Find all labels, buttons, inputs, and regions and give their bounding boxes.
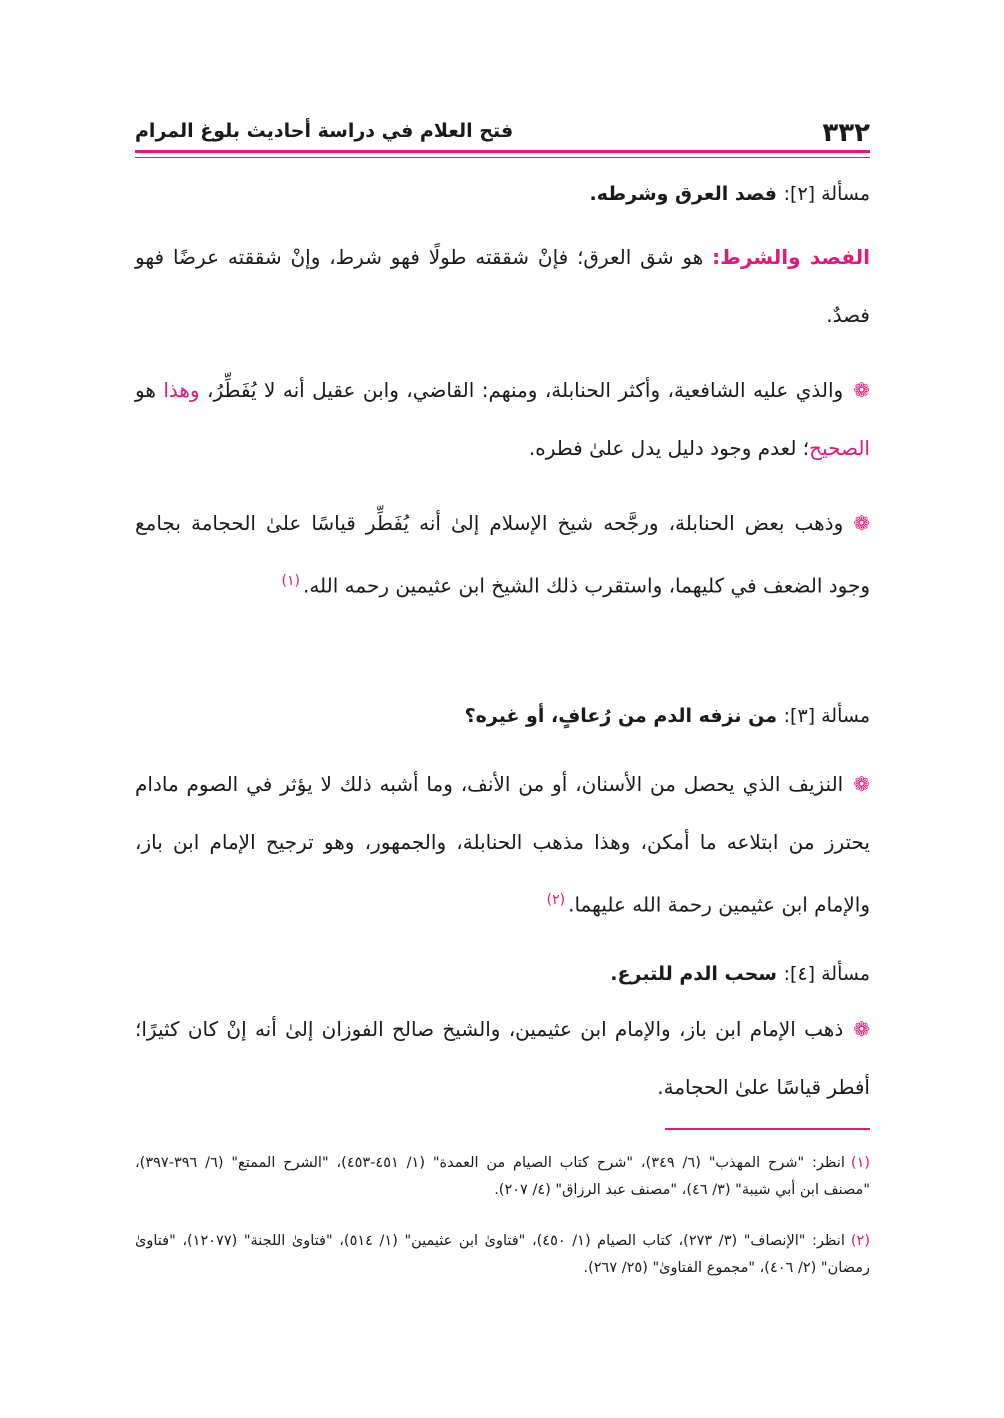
issue-heading-2 xyxy=(589,183,870,205)
issue-label: مسألة [٢]: xyxy=(783,183,870,205)
issue-title: فصد العرق وشرطه. xyxy=(589,183,777,205)
footnote-text: انظر: "شرح المهذب" (٦/ ٣٤٩)، "شرح كتاب الصيام من العمدة" (١/ ٤٥١-٤٥٣)، "الشرح الممتع" (٦/ ٣٩٦-٣٩٧)، "مصنف ابن أبي شيبة" (٣/ ٤٦)، "مصنف عبد الرزاق" (٤/ ٢٠٧). xyxy=(135,1155,870,1198)
header-rule-thin xyxy=(135,157,870,158)
para1-text-3: ؛ لعدم وجود دليل يدل علىٰ فطره. xyxy=(528,436,810,460)
issue-title: سحب الدم للتبرع. xyxy=(610,963,777,985)
para2-text: وذهب بعض الحنابلة، ورجَّحه شيخ الإسلام إلىٰ أنه يُفَطِّر قياسًا علىٰ الحجامة بجامع وجود الضعف في كليهما، واستقرب ذلك الشيخ ابن عثيمين رحمه الله. xyxy=(135,511,870,598)
flower-ornament-icon: ❁ xyxy=(853,772,870,796)
footnote-separator xyxy=(665,1128,870,1130)
para4-text: ذهب الإمام ابن باز، والإمام ابن عثيمين، والشيخ صالح الفوزان إلىٰ أنه إنْ كان كثيرًا؛ أفطر قياسًا علىٰ الحجامة. xyxy=(135,1017,870,1099)
paragraph-4 xyxy=(135,1000,870,1116)
issue-label: مسألة [٣]: xyxy=(783,705,870,727)
para1-text-1: والذي عليه الشافعية، وأكثر الحنابلة، ومنهم: القاضي، وابن عقيل أنه لا يُفَطِّرُ، xyxy=(199,378,844,402)
page-header xyxy=(135,118,870,150)
definition-text: هو شق العرق؛ فإنْ شققته طولًا فهو شرط، وإنْ شققته عرضًا فهو فصدٌ. xyxy=(135,245,870,327)
header-rule-thick xyxy=(135,150,870,153)
issue-label: مسألة [٤]: xyxy=(783,963,870,985)
footnote-number: (١) xyxy=(850,1155,871,1171)
page-number: ٣٣٢ xyxy=(822,118,870,148)
issue-heading-3 xyxy=(465,705,870,727)
paragraph-3 xyxy=(135,755,870,934)
definition-paragraph xyxy=(135,228,870,344)
paragraph-1 xyxy=(135,361,870,477)
definition-term: الفصد والشرط: xyxy=(712,245,871,269)
book-page xyxy=(135,0,870,1418)
para1-text-2: هو xyxy=(135,378,164,402)
issue-heading-4 xyxy=(610,963,870,985)
footnote-1 xyxy=(135,1150,870,1204)
para3-text: النزيف الذي يحصل من الأسنان، أو من الأنف، وما أشبه ذلك لا يؤثر في الصوم مادام يحترز من ابتلاعه ما أمكن، وهذا مذهب الحنابلة، والجمهور، وهو ترجيح الإمام ابن باز، والإمام ابن عثيمين رحمة الله عليهما. xyxy=(135,772,870,917)
para1-highlight-correct: الصحيح xyxy=(809,436,870,460)
para1-highlight-this: وهذا xyxy=(163,378,200,402)
flower-ornament-icon: ❁ xyxy=(853,1017,870,1041)
flower-ornament-icon: ❁ xyxy=(853,511,870,535)
paragraph-2 xyxy=(135,494,870,615)
issue-title: من نزفه الدم من رُعافٍ، أو غيره؟ xyxy=(464,705,777,727)
running-title: فتح العلام في دراسة أحاديث بلوغ المرام xyxy=(135,120,514,142)
footnote-number: (٢) xyxy=(850,1233,871,1249)
footnote-ref-2[interactable]: (٢) xyxy=(546,892,566,908)
footnote-text: انظر: "الإنصاف" (٣/ ٢٧٣)، كتاب الصيام (١/ ٤٥٠)، "فتاوىٰ ابن عثيمين" (١/ ٥١٤)، "فتاوىٰ اللجنة" (١٢٠٧٧)، "فتاوىٰ رمضان" (٢/ ٤٠٦)، "مجموع الفتاوىٰ" (٢٥/ ٢٦٧). xyxy=(135,1233,870,1276)
footnote-ref-1[interactable]: (١) xyxy=(281,573,300,589)
footnote-2 xyxy=(135,1228,870,1282)
flower-ornament-icon: ❁ xyxy=(853,378,870,402)
